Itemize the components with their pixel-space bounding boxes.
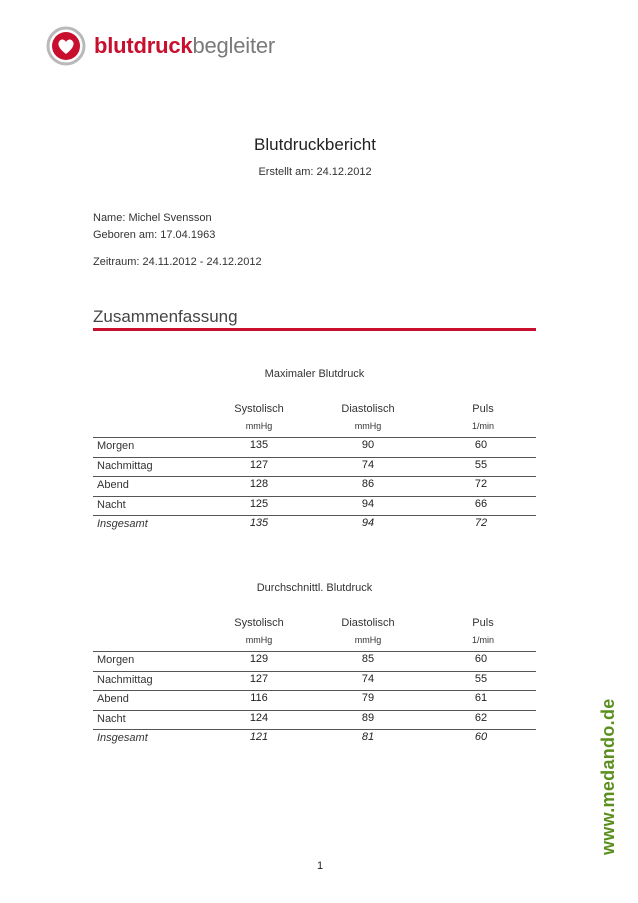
table-row	[93, 651, 536, 671]
patient-name: Name: Michel Svensson	[93, 212, 212, 224]
logo-wordmark	[94, 33, 275, 59]
page-number: 1	[316, 860, 324, 872]
section-divider	[93, 328, 536, 331]
table-header	[93, 617, 536, 651]
unit-systolic: mmHg	[245, 421, 273, 431]
systolic-value: 124	[249, 711, 269, 724]
table-row	[93, 476, 536, 496]
table-row	[93, 437, 536, 457]
row-label: Insgesamt	[97, 732, 148, 744]
table-row	[93, 457, 536, 477]
pulse-value: 61	[474, 692, 488, 704]
diastolic-value: 79	[361, 692, 375, 704]
col-pulse: Puls	[472, 403, 494, 415]
pulse-value: 55	[474, 672, 488, 685]
row-label: Abend	[97, 479, 129, 491]
diastolic-value: 86	[361, 478, 375, 490]
row-label: Morgen	[97, 654, 135, 666]
pulse-value: 62	[474, 711, 488, 724]
systolic-value: 128	[249, 478, 269, 490]
pulse-value: 72	[474, 478, 488, 490]
unit-diastolic: mmHg	[354, 421, 382, 431]
table-max-bp	[93, 403, 536, 535]
row-label: Insgesamt	[97, 518, 148, 530]
diastolic-value: 90	[361, 439, 375, 451]
col-systolic: Systolisch	[234, 403, 284, 415]
birth-date: Geboren am: 17.04.1963	[93, 229, 216, 241]
diastolic-value: 89	[361, 711, 375, 724]
unit-diastolic: mmHg	[354, 635, 382, 645]
logo-text-light: begleiter	[192, 33, 276, 58]
col-diastolic: Diastolisch	[341, 403, 395, 415]
col-pulse: Puls	[472, 617, 494, 629]
pulse-value: 60	[474, 731, 488, 743]
systolic-value: 135	[249, 439, 269, 451]
created-date: Erstellt am: 24.12.2012	[258, 166, 372, 178]
pulse-value: 55	[474, 458, 488, 471]
systolic-value: 127	[249, 458, 269, 471]
table-row-total	[93, 515, 536, 535]
unit-pulse: 1/min	[471, 421, 494, 431]
table-row	[93, 690, 536, 710]
heart-logo-icon	[46, 26, 86, 66]
diastolic-value: 74	[361, 672, 375, 685]
section-title: Zusammenfassung	[93, 307, 238, 326]
col-diastolic: Diastolisch	[341, 617, 395, 629]
table-row	[93, 496, 536, 516]
table-title-avg: Durchschnittl. Blutdruck	[256, 582, 373, 594]
systolic-value: 129	[249, 653, 269, 665]
diastolic-value: 94	[361, 517, 375, 529]
table-avg-bp	[93, 617, 536, 749]
table-row-total	[93, 729, 536, 749]
row-label: Abend	[97, 693, 129, 705]
row-label: Nacht	[97, 712, 126, 725]
row-label: Nachmittag	[97, 459, 153, 472]
diastolic-value: 81	[361, 731, 375, 743]
pulse-value: 60	[474, 439, 488, 451]
systolic-value: 127	[249, 672, 269, 685]
table-row	[93, 671, 536, 691]
logo-text-bold: blutdruck	[94, 33, 193, 58]
side-url-link[interactable]: www.medando.de	[598, 698, 618, 855]
row-label: Nachmittag	[97, 673, 153, 686]
diastolic-value: 85	[361, 653, 375, 665]
systolic-value: 135	[249, 517, 269, 529]
systolic-value: 125	[249, 497, 269, 510]
report-period: Zeitraum: 24.11.2012 - 24.12.2012	[93, 256, 262, 268]
col-systolic: Systolisch	[234, 617, 284, 629]
unit-pulse: 1/min	[471, 635, 494, 645]
diastolic-value: 74	[361, 458, 375, 471]
systolic-value: 121	[249, 731, 269, 743]
table-header	[93, 403, 536, 437]
unit-systolic: mmHg	[245, 635, 273, 645]
table-title-max: Maximaler Blutdruck	[264, 368, 365, 380]
row-label: Nacht	[97, 498, 126, 511]
brand-logo	[46, 24, 275, 68]
pulse-value: 60	[474, 653, 488, 665]
report-title: Blutdruckbericht	[254, 135, 376, 154]
systolic-value: 116	[250, 692, 268, 704]
pulse-value: 66	[474, 497, 488, 510]
pulse-value: 72	[474, 517, 488, 529]
diastolic-value: 94	[361, 497, 375, 510]
table-row	[93, 710, 536, 730]
row-label: Morgen	[97, 440, 135, 452]
